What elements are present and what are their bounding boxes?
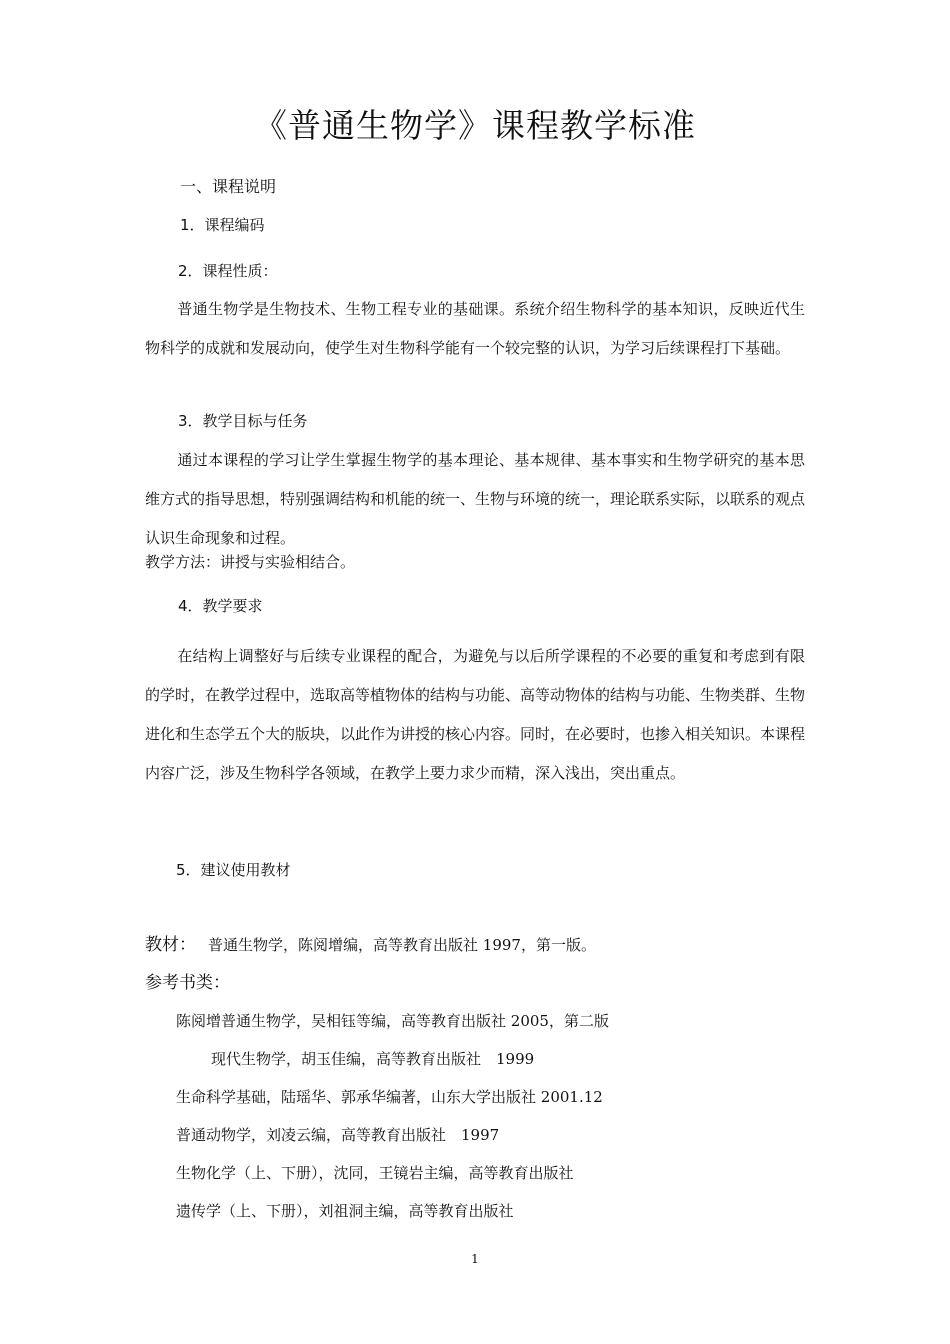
paragraph-teaching-goals-text: 通过本课程的学习让学生掌握生物学的基本理论、基本规律、基本事实和生物学研究的基本思维方式的指导思想，特别强调结构和机能的统一、生物与环境的统一，理论联系实际，以联系的观点认识生命现象和过程。 (145, 451, 806, 547)
textbook-value: 普通生物学，陈阅增编，高等教育出版社 1997，第一版。 (208, 936, 596, 954)
item-teaching-requirements: 4．教学要求 (178, 597, 263, 615)
reference-item: 现代生物学，胡玉佳编，高等教育出版社 1999 (211, 1050, 535, 1068)
reference-item: 陈阅增普通生物学，吴相钰等编，高等教育出版社 2005，第二版 (176, 1012, 609, 1030)
paragraph-course-nature (145, 290, 805, 368)
paragraph-teaching-requirements (145, 637, 805, 793)
teaching-method-line: 教学方法：讲授与实验相结合。 (145, 553, 356, 571)
section-heading-course-description: 一、课程说明 (180, 177, 277, 196)
reference-item: 生命科学基础，陆瑶华、郭承华编著，山东大学出版社 2001.12 (176, 1088, 603, 1106)
reference-item: 遗传学（上、下册），刘祖洞主编，高等教育出版社 (176, 1202, 514, 1220)
reference-item: 普通动物学，刘凌云编，高等教育出版社 1997 (176, 1126, 500, 1144)
item-teaching-goals: 3．教学目标与任务 (178, 412, 308, 430)
textbook-line (145, 930, 596, 955)
page-title: 《普通生物学》课程教学标准 (254, 106, 696, 145)
references-label: 参考书类： (145, 973, 230, 993)
item-suggested-textbook: 5．建议使用教材 (176, 861, 291, 879)
textbook-label: 教材： (145, 935, 196, 955)
page-number: 1 (471, 1252, 479, 1266)
paragraph-teaching-goals (145, 441, 805, 558)
paragraph-course-nature-text: 普通生物学是生物技术、生物工程专业的基础课。系统介绍生物科学的基本知识，反映近代生物科学的成就和发展动向，使学生对生物科学能有一个较完整的认识，为学习后续课程打下基础。 (145, 300, 805, 357)
item-course-nature: 2．课程性质： (178, 262, 278, 280)
item-course-code: 1．课程编码 (180, 216, 265, 234)
paragraph-teaching-requirements-text: 在结构上调整好与后续专业课程的配合，为避免与以后所学课程的不必要的重复和考虑到有限的学时，在教学过程中，选取高等植物体的结构与功能、高等动物体的结构与功能、生物类群、生物进化和生态学五个大的版块，以此作为讲授的核心内容。同时，在必要时，也掺入相关知识。本课程内容广泛，涉及生物科学各领域，在教学上要力求少而精，深入浅出，突出重点。 (145, 647, 806, 782)
reference-item: 生物化学（上、下册），沈同，王镜岩主编，高等教育出版社 (176, 1164, 574, 1182)
